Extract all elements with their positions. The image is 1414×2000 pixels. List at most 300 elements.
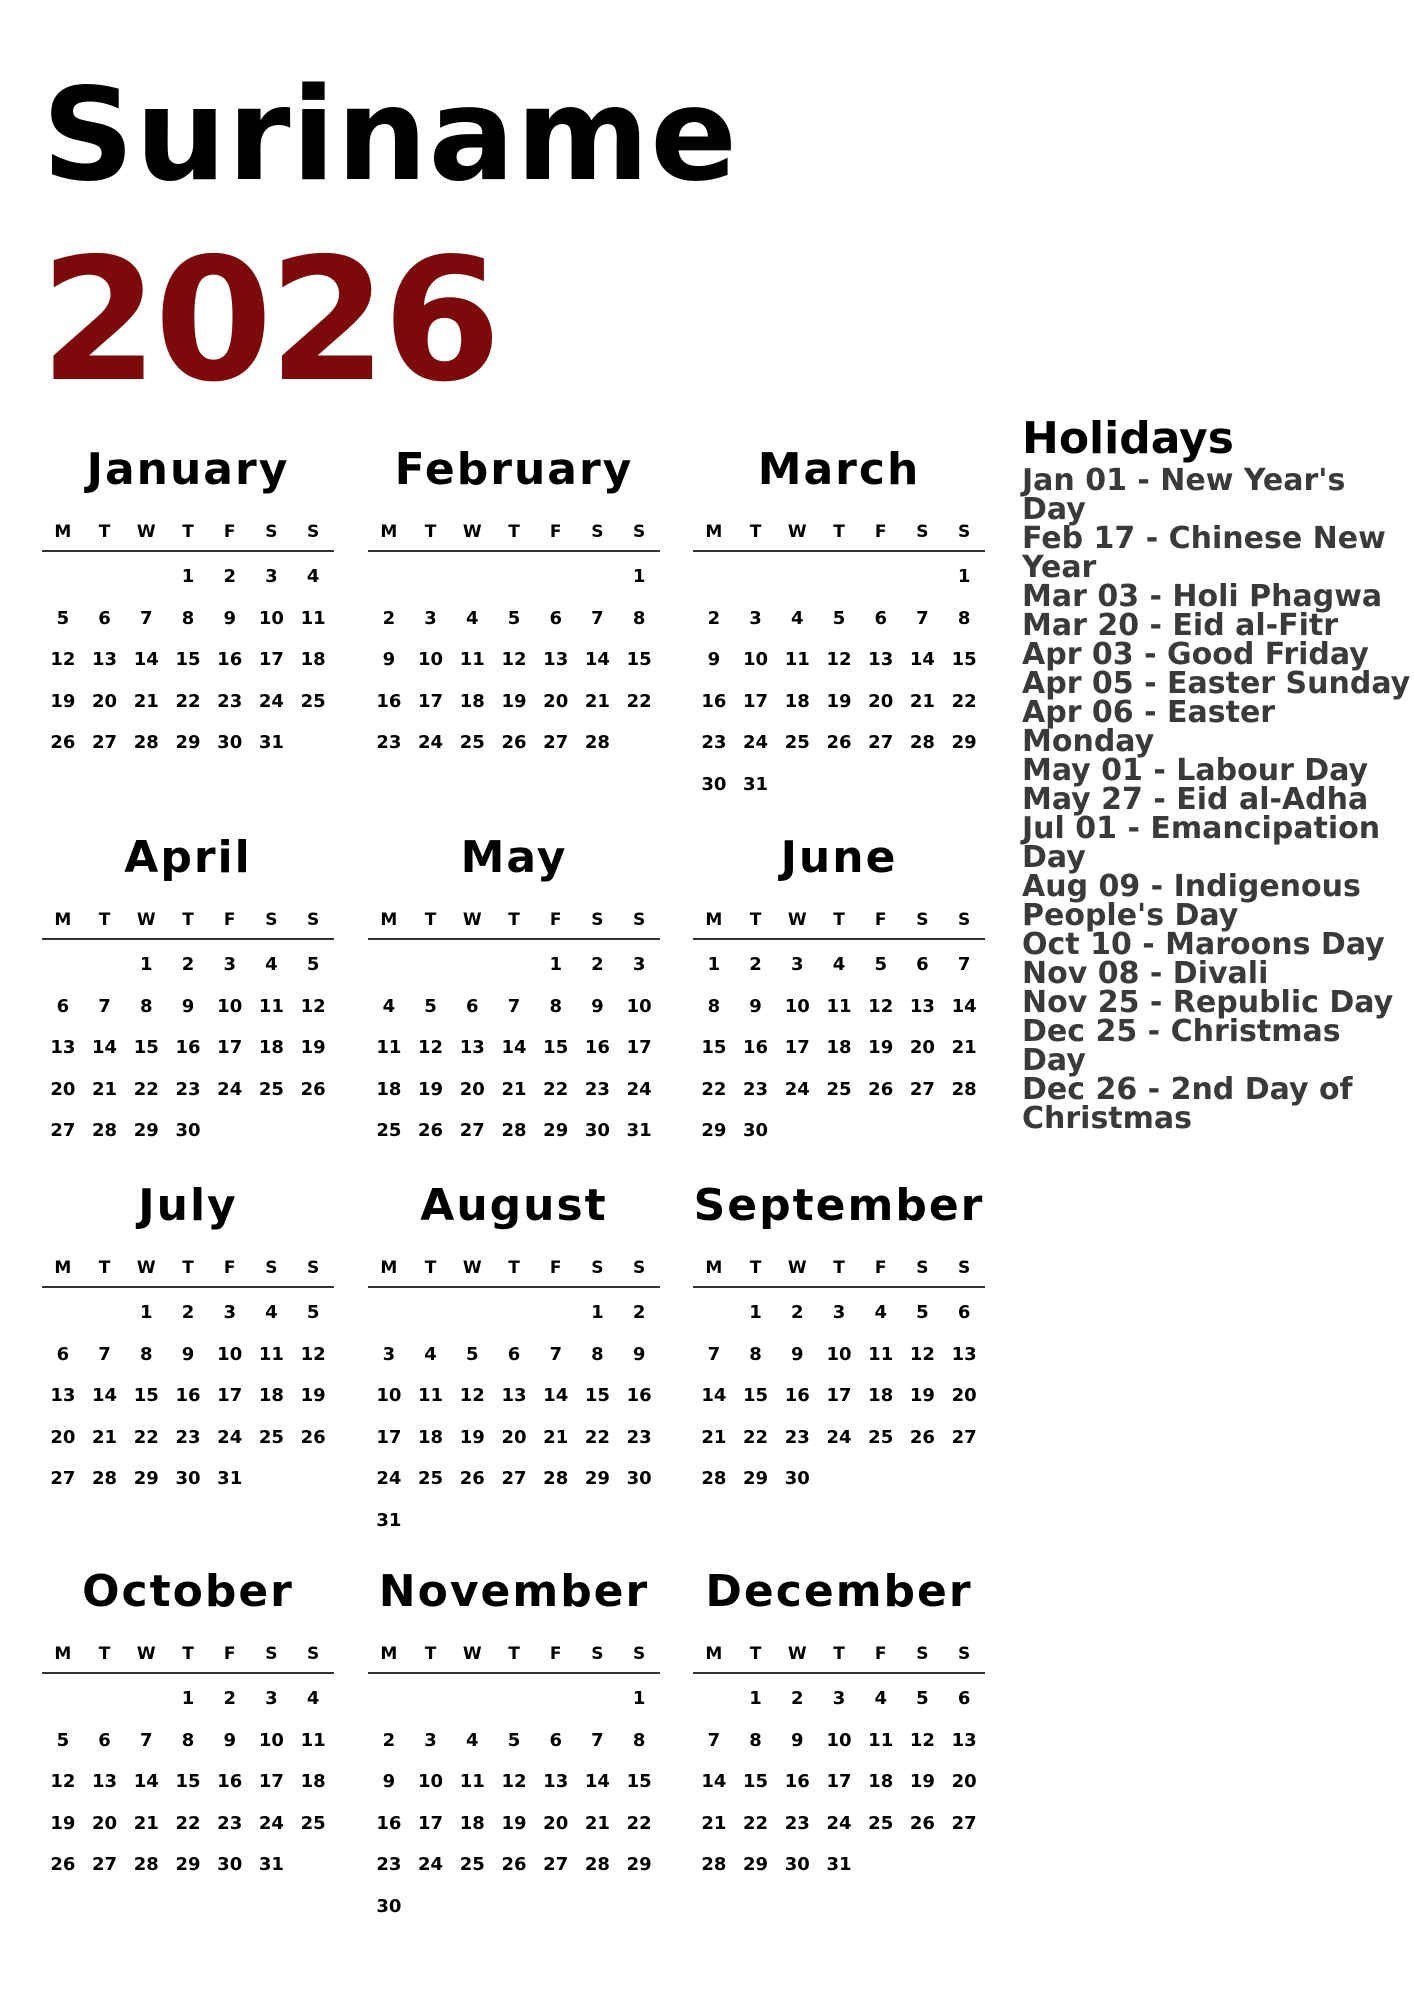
day-cell: 19: [50, 1812, 76, 1834]
weekday-label: M: [380, 522, 398, 542]
empty-cell: [776, 556, 818, 598]
day-cell: 18: [300, 1771, 326, 1792]
empty-cell: [693, 1292, 735, 1334]
day-cell: 23: [376, 1854, 402, 1875]
day-cell: 19: [909, 1771, 935, 1792]
day-cell: 29: [626, 1854, 652, 1875]
day-cell: 11: [258, 995, 284, 1017]
day-cell: 29: [584, 1468, 610, 1489]
day-cell: 28: [92, 1468, 118, 1489]
day-grid: [693, 556, 985, 805]
day-cell: 17: [418, 690, 444, 712]
day-grid: [368, 556, 660, 764]
day-cell: 4: [466, 607, 479, 629]
day-cell: 5: [56, 607, 70, 629]
day-cell: 18: [300, 649, 326, 670]
day-cell: 19: [868, 1037, 894, 1058]
day-cell: 24: [784, 1078, 810, 1100]
day-cell: 22: [701, 1078, 727, 1100]
empty-cell: [410, 556, 452, 598]
day-cell: 7: [140, 607, 153, 629]
weekday-label: S: [958, 522, 971, 542]
weekday-label: S: [265, 522, 278, 542]
day-cell: 21: [701, 1426, 727, 1448]
day-cell: 24: [826, 1812, 852, 1834]
day-cell: 3: [749, 607, 762, 629]
day-grid: [42, 556, 334, 764]
day-cell: 24: [376, 1468, 402, 1489]
day-cell: 21: [584, 1812, 610, 1834]
day-cell: 5: [306, 1302, 320, 1323]
day-cell: 6: [549, 607, 562, 629]
month-february: [368, 440, 660, 764]
day-cell: 8: [140, 995, 153, 1017]
day-cell: 19: [50, 690, 76, 712]
empty-cell: [451, 556, 493, 598]
day-cell: 22: [133, 1426, 159, 1448]
empty-cell: [84, 1292, 126, 1334]
empty-cell: [368, 944, 410, 986]
weekday-label: F: [549, 1644, 562, 1664]
day-cell: 5: [507, 607, 521, 629]
day-cell: 28: [701, 1854, 727, 1875]
day-cell: 17: [743, 690, 769, 712]
day-cell: 20: [92, 690, 118, 712]
day-cell: 11: [826, 995, 852, 1017]
weekday-label: T: [424, 910, 437, 930]
empty-cell: [693, 1678, 735, 1720]
holiday-item: Apr 03 - Good Friday: [1022, 637, 1369, 672]
day-cell: 17: [258, 1771, 284, 1792]
day-cell: 9: [181, 1343, 195, 1365]
day-cell: 19: [826, 690, 852, 712]
day-cell: 9: [791, 1729, 804, 1751]
empty-cell: [42, 556, 84, 598]
day-cell: 3: [382, 1343, 396, 1365]
day-cell: 28: [951, 1078, 977, 1100]
day-cell: 8: [749, 1343, 762, 1365]
weekday-header: [42, 902, 334, 940]
day-cell: 27: [92, 732, 118, 753]
day-cell: 22: [543, 1078, 569, 1100]
month-july: [42, 1176, 334, 1500]
day-cell: 26: [418, 1120, 444, 1141]
day-cell: 29: [543, 1120, 569, 1141]
day-cell: 5: [306, 954, 320, 975]
holiday-item: Nov 25 - Republic Day: [1022, 985, 1394, 1020]
day-cell: 26: [300, 1078, 326, 1100]
day-cell: 14: [701, 1385, 727, 1406]
day-cell: 4: [874, 1688, 887, 1709]
day-cell: 21: [543, 1426, 569, 1448]
day-cell: 8: [591, 1343, 604, 1365]
weekday-label: F: [874, 910, 887, 930]
day-cell: 22: [743, 1426, 769, 1448]
day-cell: 20: [92, 1812, 118, 1834]
day-cell: 13: [92, 1771, 118, 1792]
day-cell: 20: [951, 1385, 977, 1406]
day-cell: 28: [501, 1120, 527, 1141]
weekday-header: [693, 902, 985, 940]
day-cell: 14: [909, 649, 935, 670]
weekday-header: [42, 1636, 334, 1674]
day-cell: 11: [868, 1343, 894, 1365]
day-cell: 6: [549, 1729, 562, 1751]
day-cell: 15: [701, 1037, 727, 1058]
day-cell: 12: [300, 1343, 326, 1365]
weekday-label: W: [787, 522, 807, 542]
day-cell: 1: [632, 1688, 646, 1709]
day-cell: 8: [549, 995, 562, 1017]
day-cell: 10: [258, 1729, 284, 1751]
day-cell: 3: [424, 607, 437, 629]
weekday-label: W: [462, 910, 482, 930]
empty-cell: [577, 556, 619, 598]
weekday-label: S: [265, 1644, 278, 1664]
day-cell: 4: [265, 1302, 278, 1323]
day-cell: 23: [217, 690, 243, 712]
weekday-label: S: [958, 1258, 971, 1278]
day-cell: 19: [501, 1812, 527, 1834]
day-cell: 23: [626, 1426, 652, 1448]
day-cell: 23: [175, 1426, 201, 1448]
weekday-label: M: [705, 1644, 723, 1664]
empty-cell: [42, 1678, 84, 1720]
day-cell: 3: [223, 1302, 236, 1323]
holiday-item: May 01 - Labour Day: [1022, 753, 1369, 788]
weekday-label: T: [98, 1258, 111, 1278]
weekday-header: [368, 902, 660, 940]
holiday-item: Apr 06 - Easter Monday: [1022, 695, 1276, 759]
day-cell: 18: [258, 1385, 284, 1406]
day-cell: 17: [217, 1037, 243, 1058]
day-cell: 21: [133, 1812, 159, 1834]
empty-cell: [84, 944, 126, 986]
weekday-label: W: [787, 1644, 807, 1664]
day-cell: 30: [784, 1468, 810, 1489]
weekday-label: T: [424, 1258, 437, 1278]
day-grid: [42, 944, 334, 1152]
day-cell: 16: [626, 1385, 652, 1406]
empty-cell: [535, 1678, 577, 1720]
holiday-item: Nov 08 - Divali: [1022, 956, 1269, 991]
day-cell: 15: [743, 1771, 769, 1792]
day-cell: 1: [140, 1302, 153, 1323]
day-cell: 26: [459, 1468, 485, 1489]
empty-cell: [368, 556, 410, 598]
empty-cell: [410, 1292, 452, 1334]
day-cell: 29: [743, 1468, 769, 1489]
day-cell: 15: [175, 1771, 201, 1792]
day-cell: 20: [459, 1078, 485, 1100]
weekday-label: S: [307, 1258, 320, 1278]
empty-cell: [451, 1292, 493, 1334]
month-name: September: [693, 1180, 985, 1231]
day-cell: 25: [868, 1426, 894, 1448]
day-cell: 10: [784, 995, 810, 1017]
day-cell: 9: [223, 607, 236, 629]
day-cell: 13: [951, 1343, 977, 1365]
month-december: [693, 1562, 985, 1886]
day-cell: 5: [507, 1729, 521, 1751]
day-cell: 31: [376, 1509, 402, 1531]
day-cell: 4: [466, 1729, 479, 1751]
day-grid: [368, 1292, 660, 1541]
holiday-item: Dec 25 - Christmas Day: [1022, 1014, 1341, 1078]
day-cell: 6: [56, 1343, 70, 1365]
day-cell: 5: [916, 1688, 929, 1709]
day-cell: 7: [98, 995, 111, 1017]
day-cell: 15: [543, 1037, 569, 1058]
day-cell: 20: [50, 1426, 76, 1448]
weekday-label: T: [182, 1644, 194, 1664]
day-cell: 12: [418, 1037, 444, 1058]
weekday-header: [42, 514, 334, 552]
day-cell: 28: [584, 1854, 610, 1875]
month-name: November: [378, 1566, 650, 1617]
empty-cell: [84, 556, 126, 598]
day-cell: 9: [749, 995, 762, 1017]
day-cell: 18: [868, 1771, 894, 1792]
day-grid: [42, 1678, 334, 1886]
day-cell: 23: [584, 1078, 610, 1100]
day-cell: 20: [543, 1812, 569, 1834]
weekday-label: M: [54, 910, 72, 930]
day-cell: 31: [826, 1854, 852, 1875]
day-cell: 5: [874, 954, 887, 975]
weekday-label: F: [549, 910, 562, 930]
day-cell: 24: [826, 1426, 852, 1448]
year-title: 2026: [40, 222, 498, 420]
day-cell: 4: [832, 954, 846, 975]
weekday-label: T: [424, 1644, 437, 1664]
day-cell: 11: [784, 649, 810, 670]
day-cell: 28: [92, 1120, 118, 1141]
day-cell: 6: [957, 1302, 971, 1323]
day-cell: 7: [707, 1729, 721, 1751]
day-cell: 13: [909, 995, 935, 1017]
day-cell: 5: [916, 1302, 929, 1323]
weekday-label: T: [749, 522, 762, 542]
day-grid: [368, 944, 660, 1152]
day-cell: 10: [376, 1385, 402, 1406]
holiday-item: Jul 01 - Emancipation Day: [1022, 811, 1381, 875]
day-cell: 1: [591, 1302, 604, 1323]
month-august: [368, 1176, 660, 1541]
weekday-header: [693, 514, 985, 552]
day-cell: 4: [382, 995, 396, 1017]
day-cell: 3: [791, 954, 804, 975]
day-cell: 9: [591, 995, 604, 1017]
day-cell: 7: [957, 954, 971, 975]
weekday-label: F: [223, 522, 236, 542]
holiday-item: Feb 17 - Chinese New Year: [1022, 521, 1386, 585]
day-cell: 10: [826, 1729, 852, 1751]
month-name: August: [420, 1180, 608, 1231]
day-cell: 31: [626, 1120, 652, 1141]
day-cell: 16: [784, 1385, 810, 1406]
empty-cell: [693, 556, 735, 598]
weekday-label: T: [98, 522, 111, 542]
month-name: February: [394, 444, 634, 495]
day-cell: 26: [501, 1854, 527, 1875]
weekday-label: T: [833, 910, 845, 930]
day-cell: 8: [707, 995, 721, 1017]
day-cell: 28: [133, 732, 159, 753]
weekday-label: S: [265, 1258, 278, 1278]
weekday-label: T: [182, 910, 194, 930]
empty-cell: [902, 556, 944, 598]
day-cell: 9: [181, 995, 195, 1017]
day-cell: 2: [223, 566, 236, 587]
day-cell: 19: [909, 1385, 935, 1406]
weekday-label: W: [136, 1258, 156, 1278]
day-cell: 6: [874, 607, 887, 629]
holidays-title: Holidays: [1022, 413, 1234, 464]
day-cell: 22: [626, 690, 652, 712]
weekday-label: W: [462, 1258, 482, 1278]
weekday-label: T: [749, 910, 762, 930]
day-cell: 9: [223, 1729, 236, 1751]
day-cell: 1: [749, 1688, 762, 1709]
day-cell: 27: [868, 732, 894, 753]
day-cell: 14: [501, 1037, 527, 1058]
day-cell: 17: [626, 1037, 652, 1058]
weekday-label: W: [462, 522, 482, 542]
day-cell: 17: [826, 1771, 852, 1792]
day-cell: 20: [543, 690, 569, 712]
day-cell: 24: [217, 1426, 243, 1448]
month-name: May: [460, 832, 568, 883]
day-cell: 22: [175, 690, 201, 712]
day-cell: 1: [549, 954, 562, 975]
weekday-label: M: [54, 1258, 72, 1278]
day-cell: 30: [175, 1468, 201, 1489]
day-cell: 29: [743, 1854, 769, 1875]
weekday-label: W: [136, 522, 156, 542]
day-cell: 16: [175, 1385, 201, 1406]
holidays-panel: [1022, 412, 1414, 1136]
day-cell: 26: [868, 1078, 894, 1100]
weekday-label: T: [182, 522, 194, 542]
day-cell: 17: [784, 1037, 810, 1058]
day-cell: 22: [133, 1078, 159, 1100]
day-cell: 23: [376, 732, 402, 753]
day-cell: 15: [743, 1385, 769, 1406]
weekday-label: F: [874, 522, 887, 542]
day-cell: 11: [300, 1729, 326, 1751]
day-cell: 29: [133, 1468, 159, 1489]
day-cell: 28: [133, 1854, 159, 1875]
weekday-label: W: [136, 1644, 156, 1664]
day-cell: 30: [584, 1120, 610, 1141]
day-cell: 27: [909, 1078, 935, 1100]
day-cell: 26: [300, 1426, 326, 1448]
holiday-item: Aug 09 - Indigenous People's Day: [1022, 869, 1361, 933]
day-cell: 11: [459, 1771, 485, 1792]
day-cell: 10: [217, 1343, 243, 1365]
day-cell: 30: [743, 1120, 769, 1141]
holiday-item: May 27 - Eid al-Adha: [1022, 782, 1369, 817]
day-cell: 9: [707, 649, 721, 670]
day-cell: 7: [140, 1729, 153, 1751]
day-cell: 8: [632, 1729, 646, 1751]
day-cell: 3: [265, 566, 278, 587]
day-cell: 25: [826, 1078, 852, 1100]
day-cell: 23: [217, 1812, 243, 1834]
day-cell: 1: [749, 1302, 762, 1323]
month-june: [693, 828, 985, 1152]
day-cell: 26: [50, 1854, 76, 1875]
day-cell: 10: [418, 649, 444, 670]
day-cell: 13: [501, 1385, 527, 1406]
empty-cell: [535, 1292, 577, 1334]
month-name: June: [780, 832, 898, 883]
day-cell: 3: [424, 1729, 437, 1751]
day-cell: 21: [951, 1037, 977, 1058]
day-cell: 24: [418, 1854, 444, 1875]
weekday-label: S: [591, 910, 604, 930]
day-cell: 21: [92, 1078, 118, 1100]
day-cell: 18: [784, 690, 810, 712]
day-cell: 29: [175, 1854, 201, 1875]
day-cell: 6: [56, 995, 70, 1017]
weekday-label: T: [182, 1258, 194, 1278]
weekday-header: [368, 1250, 660, 1288]
day-cell: 25: [300, 690, 326, 712]
weekday-label: W: [787, 910, 807, 930]
day-cell: 2: [591, 954, 604, 975]
day-cell: 27: [459, 1120, 485, 1141]
day-cell: 26: [909, 1812, 935, 1834]
empty-cell: [42, 944, 84, 986]
weekday-label: T: [98, 1644, 111, 1664]
empty-cell: [410, 944, 452, 986]
day-cell: 4: [306, 1688, 320, 1709]
day-cell: 25: [258, 1078, 284, 1100]
day-cell: 23: [743, 1078, 769, 1100]
day-cell: 28: [543, 1468, 569, 1489]
day-cell: 16: [701, 690, 727, 712]
weekday-label: T: [508, 522, 520, 542]
day-cell: 20: [501, 1426, 527, 1448]
day-cell: 27: [543, 732, 569, 753]
day-cell: 22: [584, 1426, 610, 1448]
day-cell: 11: [300, 607, 326, 629]
day-cell: 8: [749, 1729, 762, 1751]
weekday-label: T: [424, 522, 437, 542]
day-cell: 27: [951, 1426, 977, 1448]
day-cell: 25: [784, 732, 810, 753]
day-cell: 2: [632, 1302, 646, 1323]
holiday-item: Oct 10 - Maroons Day: [1022, 927, 1385, 962]
empty-cell: [493, 556, 535, 598]
weekday-label: S: [633, 522, 646, 542]
day-cell: 4: [265, 954, 278, 975]
weekday-label: S: [916, 1644, 929, 1664]
day-cell: 6: [98, 1729, 111, 1751]
day-cell: 25: [459, 1854, 485, 1875]
day-cell: 19: [459, 1426, 485, 1448]
day-cell: 11: [868, 1729, 894, 1751]
day-grid: [693, 1292, 985, 1500]
day-cell: 2: [791, 1302, 804, 1323]
day-cell: 25: [868, 1812, 894, 1834]
day-cell: 8: [140, 1343, 153, 1365]
day-cell: 24: [626, 1078, 652, 1100]
day-cell: 9: [382, 1771, 396, 1792]
weekday-label: S: [307, 522, 320, 542]
